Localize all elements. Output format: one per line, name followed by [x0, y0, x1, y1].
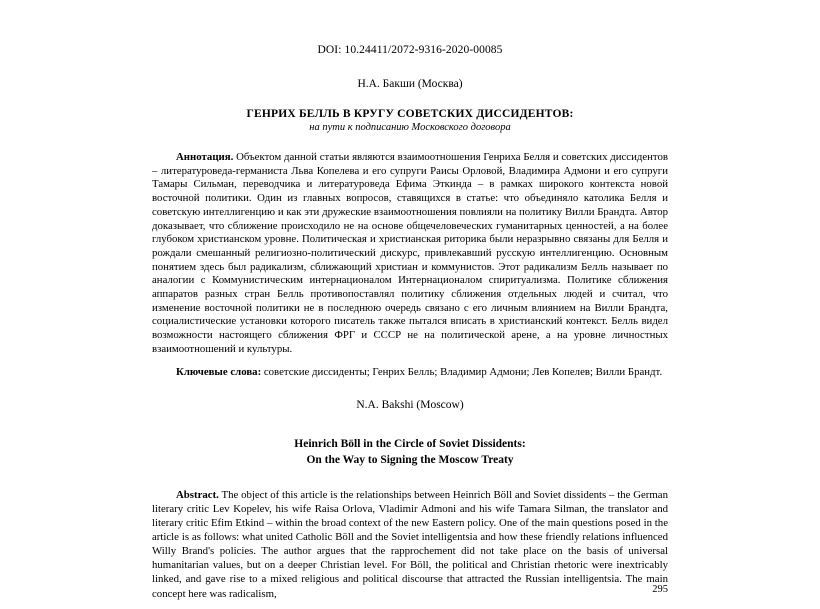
- page-number: 295: [652, 584, 668, 595]
- title-english-line1: Heinrich Böll in the Circle of Soviet Dissidents:: [294, 438, 526, 451]
- doi-line: DOI: 10.24411/2072-9316-2020-00085: [317, 44, 503, 56]
- title-english: [152, 437, 668, 468]
- keywords-russian: [152, 366, 668, 380]
- subtitle-russian: на пути к подписанию Московского договора: [309, 122, 511, 133]
- abstract-russian-label: Аннотация.: [176, 151, 234, 163]
- author-russian: Н.А. Бакши (Москва): [357, 78, 463, 90]
- abstract-russian: [152, 151, 668, 357]
- author-english: N.A. Bakshi (Moscow): [356, 399, 464, 412]
- keywords-russian-text: советские диссиденты; Генрих Белль; Владимир Адмони; Лев Копелев; Вилли Брандт.: [261, 365, 663, 378]
- abstract-russian-text: Объектом данной статьи являются взаимоотношения Генриха Белля и советских диссидентов – литературоведа-германиста Льва Копелева и его супруги Раисы Орловой, Владимира Адмони и его супруги Тамары Сильман, переводчика и литературоведа Ефима Эткинда – в рамках широкого контекста новой восточной политики. Один из главных вопросов, ставящихся в статье: что объединяло католика Белля и советскую интеллигенцию и как эти дружеские взаимоотношения повлияли на политику Вилли Брандта. Автор доказывает, что сближение происходило не на основе общечеловеческих гуманитарных ценностей, а на более глубоком христианском уровне. Политическая и христианская риторика были неразрывно связаны для Белля и рождали смешанный религиозно-политический дискурс, привлекавший русскую интеллигенцию. Основным понятием здесь был радикализм, сближающий христиан и коммунистов. Этот радикализм Белль называет по аналогии с Коммунистическим интернационалом Интернационалом спиритуализма. Политике сближения аппаратов разных стран Белль противопоставлял политику сближения отдельных людей и считал, что изменение восточной политики не в последнюю очередь связано с его личным влиянием на Вилли Брандта, социалистические установки которого писатель также пытался вписать в христианский контекст. Белль видел возможности настоящего сближения ФРГ и СССР не на политической арене, а на уровне личностных взаимоотношений и культуры.: [152, 151, 668, 355]
- abstract-english-label: Abstract.: [176, 489, 219, 502]
- keywords-russian-label: Ключевые слова:: [176, 365, 262, 378]
- abstract-english-text: The object of this article is the relationships between Heinrich Böll and Soviet dissidents – the German literary critic Lev Kopelev, his wife Raisa Orlova, Vladimir Admoni and his wife Tamara Silman, the translator and literary critic Efim Etkind – within the broad context of the new Eastern policy. One of the main questions posed in the article is as follows: what united Catholic Böll and the Soviet intelligentsia and how these friendly relations influenced Willy Brand's policies. The author argues that the rapprochement did not take place on the basis of universal humanitarian values, but on a deeper Christian level. For Böll, the political and Christian rhetoric were inextricably linked, and gave rise to a mixed religious and political discourse that attracted the Russian intelligentsia. The main concept here was radicalism,: [152, 489, 668, 600]
- abstract-english: [152, 488, 668, 600]
- title-english-line2: On the Way to Signing the Moscow Treaty: [306, 453, 514, 466]
- title-russian: ГЕНРИХ БЕЛЛЬ В КРУГУ СОВЕТСКИХ ДИССИДЕНТОВ:: [246, 108, 574, 120]
